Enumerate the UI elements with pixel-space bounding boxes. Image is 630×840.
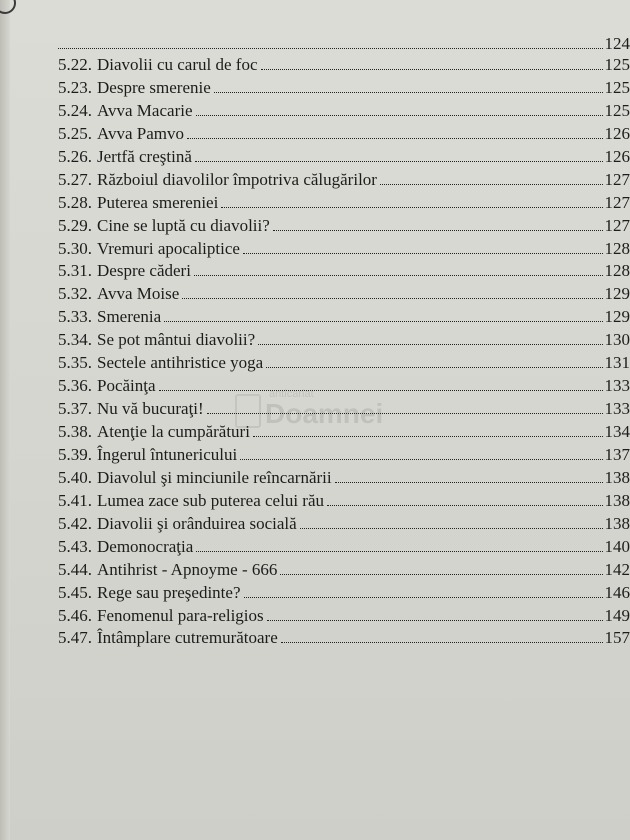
toc-leader-dots (267, 620, 603, 621)
toc-page-number: 131 (604, 353, 630, 373)
toc-leader-dots (58, 48, 603, 49)
toc-entry-title: Lumea zace sub puterea celui rău (97, 490, 325, 510)
toc-page-number: 127 (604, 169, 630, 189)
toc-entry-title: Atenţie la cumpărături (97, 422, 250, 441)
toc-leader-dots (380, 184, 603, 185)
toc-entry-title: Diavolul şi minciunile reîncarnării (97, 467, 332, 487)
toc-entry-title: Despre căderi (97, 261, 191, 281)
toc-entry-title: Nu vă bucuraţi! (97, 399, 204, 419)
toc-entry-number: 5.24. (58, 100, 92, 120)
toc-entry-number: 5.35. (58, 353, 92, 373)
toc-entry (58, 78, 630, 101)
toc-entry (58, 239, 630, 262)
toc-page-number: 129 (604, 284, 630, 304)
toc-page-number: 130 (604, 330, 630, 350)
toc-leader-dots (182, 298, 602, 299)
toc-leader-dots (266, 367, 602, 368)
toc-entry-title: Rege sau preşedinte? (97, 582, 241, 602)
toc-entry (58, 514, 630, 537)
toc-entry (58, 399, 630, 422)
toc-entry-number: 5.28. (58, 192, 92, 212)
toc-page-number: 125 (604, 55, 630, 74)
toc-page-number: 129 (604, 307, 630, 327)
toc-entry-title: Demonocraţia (97, 536, 194, 556)
toc-entry-number: 5.22. (58, 55, 92, 74)
toc-leader-dots (258, 344, 602, 345)
corner-ring-mark (0, 0, 16, 14)
toc-entry (58, 101, 630, 124)
toc-leader-dots (240, 459, 602, 460)
toc-entry-number: 5.36. (58, 376, 92, 396)
toc-leader-dots (327, 505, 602, 506)
watermark-main-text: Doamnei (265, 398, 384, 429)
toc-list (58, 55, 630, 651)
toc-leader-dots (281, 642, 603, 643)
toc-entry-title: Avva Moise (97, 284, 180, 304)
toc-entry-title: Îngerul întunericului (97, 444, 238, 464)
toc-entry (58, 606, 630, 629)
toc-entry-title: Smerenia (97, 307, 162, 327)
toc-entry-title: Diavolii cu carul de foc (97, 55, 258, 74)
toc-entry-number: 5.29. (58, 215, 92, 235)
toc-page-number: 140 (604, 536, 630, 556)
toc-entry-number: 5.37. (58, 399, 92, 419)
toc-leader-dots (335, 482, 603, 483)
toc-leader-dots (194, 275, 603, 276)
toc-page-number: 133 (604, 399, 630, 419)
toc-entry (58, 628, 630, 651)
toc-page-number: 128 (604, 261, 630, 281)
toc-page-number: 138 (604, 467, 630, 487)
toc-entry-number: 5.46. (58, 605, 92, 625)
toc-entry-number: 5.47. (58, 628, 92, 648)
toc-leader-dots (164, 321, 602, 322)
toc-leader-dots (221, 207, 602, 208)
toc-entry (58, 560, 630, 583)
toc-entry-title: Se pot mântui diavolii? (97, 330, 256, 350)
toc-entry-title: Avva Macarie (97, 100, 193, 120)
toc-entry (58, 422, 630, 445)
toc-page-number: 137 (604, 444, 630, 464)
toc-entry-title: Întâmplare cutremurătoare (97, 628, 278, 648)
toc-entry-title: Antihrist - Apnoyme - 666 (97, 559, 278, 579)
toc-entry (58, 55, 630, 78)
toc-entry-title: Puterea smereniei (97, 192, 219, 212)
toc-entry (58, 537, 630, 560)
toc-entry-number: 5.33. (58, 307, 92, 327)
toc-entry (58, 307, 630, 330)
toc-entry-number: 5.32. (58, 284, 92, 304)
toc-leader-dots (159, 390, 603, 391)
toc-entry (58, 261, 630, 284)
toc-leader-dots (273, 230, 603, 231)
toc-page-number: 134 (604, 422, 630, 441)
toc-entry-title: Sectele antihristice yoga (97, 353, 264, 373)
toc-entry-number: 5.42. (58, 513, 92, 533)
toc-entry-number: 5.23. (58, 77, 92, 97)
toc-page-number: 146 (604, 582, 630, 602)
toc-entry-number: 5.40. (58, 467, 92, 487)
toc-entry-number: 5.34. (58, 330, 92, 350)
toc-page-number: 126 (604, 146, 630, 166)
toc-entry-title: Despre smerenie (97, 77, 211, 97)
toc-entry-title: Vremuri apocaliptice (97, 238, 240, 258)
toc-leader-dots (214, 92, 603, 93)
toc-entry-number: 5.39. (58, 444, 92, 464)
toc-page-number: 128 (604, 238, 630, 258)
toc-page-number: 125 (604, 100, 630, 120)
toc-entry-number: 5.45. (58, 582, 92, 602)
toc-page-number: 138 (604, 513, 630, 533)
toc-entry (58, 468, 630, 491)
toc-entry (58, 330, 630, 353)
toc-page-number: 124 (604, 34, 630, 53)
toc-entry (58, 376, 630, 399)
toc-leader-dots (244, 597, 603, 598)
toc-page-number: 138 (604, 490, 630, 510)
toc-entry-number: 5.30. (58, 238, 92, 258)
toc-entry (58, 170, 630, 193)
toc-entry-title: Jertfă creştină (97, 146, 192, 166)
toc-leader-dots (195, 161, 603, 162)
toc-entry-number: 5.26. (58, 146, 92, 166)
toc-page-number: 133 (604, 376, 630, 396)
toc-entry-title: Fenomenul para-religios (97, 605, 264, 625)
page-edge (0, 0, 10, 840)
toc-leader-dots (196, 115, 603, 116)
toc-entry-title: Războiul diavolilor împotriva călugărilor (97, 169, 377, 189)
toc-leader-dots (261, 69, 603, 70)
toc-entry-title: Pocăinţa (97, 376, 156, 396)
toc-entry-title: Diavolii şi orânduirea socială (97, 513, 297, 533)
toc-entry (58, 124, 630, 147)
toc-page-number: 142 (604, 559, 630, 579)
toc-entry (58, 147, 630, 170)
toc-entry-title: Cine se luptă cu diavolii? (97, 215, 270, 235)
toc-leader-dots (187, 138, 602, 139)
toc-entry-title: Avva Pamvo (97, 123, 185, 143)
toc-page-number: 157 (604, 628, 630, 648)
toc-entry-number: 5.44. (58, 559, 92, 579)
toc-leader-dots (196, 551, 602, 552)
toc-page-number: 127 (604, 192, 630, 212)
toc-entry-number: 5.31. (58, 261, 92, 281)
toc-leader-dots (243, 253, 603, 254)
toc-entry (58, 216, 630, 239)
toc-page-number: 126 (604, 123, 630, 143)
table-of-contents (58, 34, 630, 651)
watermark-top-text: anticariat (269, 388, 314, 400)
toc-leader-dots (207, 413, 603, 414)
toc-leader-dots (300, 528, 603, 529)
toc-entry (58, 491, 630, 514)
toc-continued-line (58, 34, 630, 55)
toc-entry-number: 5.41. (58, 490, 92, 510)
toc-page-number: 149 (604, 605, 630, 625)
toc-page-number: 125 (604, 77, 630, 97)
toc-entry (58, 193, 630, 216)
toc-entry-number: 5.27. (58, 169, 92, 189)
toc-leader-dots (253, 436, 603, 437)
toc-page-number: 127 (604, 215, 630, 235)
toc-leader-dots (280, 574, 602, 575)
toc-entry-number: 5.43. (58, 536, 92, 556)
toc-entry (58, 284, 630, 307)
toc-entry (58, 583, 630, 606)
toc-entry-number: 5.25. (58, 123, 92, 143)
toc-entry (58, 353, 630, 376)
toc-entry (58, 445, 630, 468)
toc-entry-number: 5.38. (58, 422, 92, 441)
